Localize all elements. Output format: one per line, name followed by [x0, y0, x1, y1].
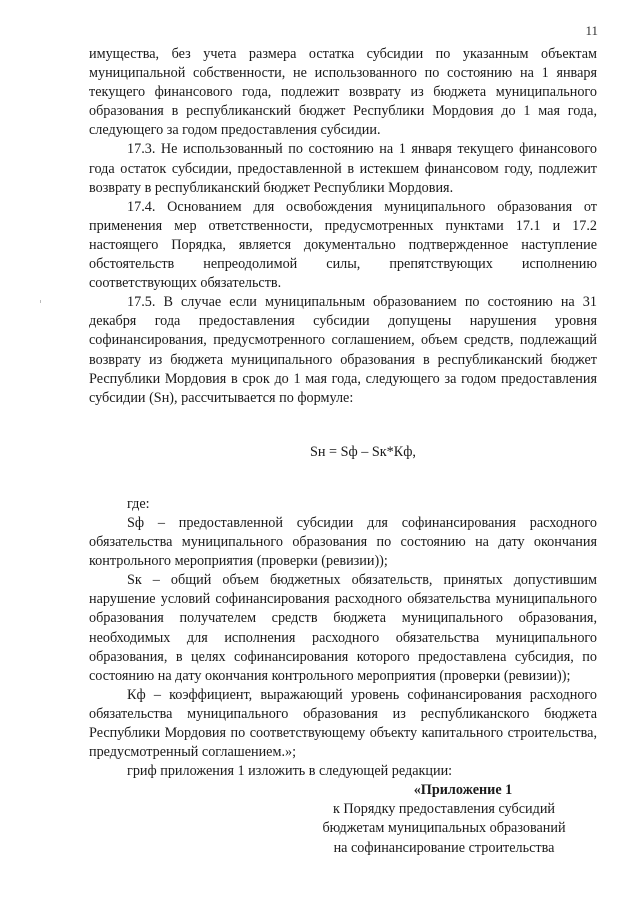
- appendix-line-3: на софинансирование строительства: [333, 839, 555, 856]
- paragraph-17-4: 17.4. Основанием для освобождения муниципального образования от применения мер ответственности, предусмотренных пунктами 17.1 и 17.2 настоящего Порядка, является документально подтвержденное наступление обстоятельств непреодолимой силы, препятствующих исполнению соответствующих обязательств.: [89, 198, 597, 292]
- definition-sk: Sк – общий объем бюджетных обязательств, принятых допустившим нарушение условий софинансирования расходного обязательства муниципального образования получателем средств бюджета муниципального образования, необходимых для исполнения расходного обязательства муниципального образования, в целях софинансирования которого предоставлена субсидия, по состоянию на дату окончания контрольного мероприятия (проверки (ревизии));: [89, 572, 597, 684]
- paragraph-17-5: 17.5. В случае если муниципальным образованием по состоянию на 31 декабря года предоставления субсидии допущены нарушения уровня софинансирования, предусмотренного соглашением, объем средств, подлежащий возврату из бюджета муниципального образования в республиканский бюджет Республики Мордовия в срок до 1 мая года, следующего за годом предоставления субсидии (Sн), рассчитывается по формуле:: [89, 294, 597, 406]
- paragraph-17-3: 17.3. Не использованный по состоянию на 1 января текущего финансового года остаток субсидии, предоставленной в истекшем финансовом году, подлежит возврату в республиканский бюджет Республики Мордовия.: [89, 141, 597, 196]
- paragraph-continuation: имущества, без учета размера остатка субсидии по указанным объектам муниципальной собственности, не использованного по состоянию на 1 января текущего финансового года, подлежит возврату из бюджета муниципального образования в республиканский бюджет Республики Мордовия до 1 мая года, следующего за годом предоставления субсидии.: [89, 46, 597, 139]
- closing-instruction: гриф приложения 1 изложить в следующей редакции:: [127, 763, 453, 780]
- appendix-line-1: к Порядку предоставления субсидий: [332, 801, 556, 818]
- appendix-heading: [332, 781, 594, 800]
- definition-kf: Кф – коэффициент, выражающий уровень софинансирования расходного обязательства муниципального образования из республиканского бюджета Республики Мордовия по соответствующему объекту капитального строительства, предусмотренный соглашением.»;: [89, 686, 597, 761]
- appendix-line-2: бюджетам муниципальных образований: [322, 820, 566, 837]
- appendix-header: [294, 781, 594, 857]
- where-label: где:: [127, 495, 150, 512]
- document-body: [89, 45, 597, 858]
- definition-sf: Sф – предоставленной субсидии для софинансирования расходного обязательства муниципального образования по состоянию на дату окончания контрольного мероприятия (проверки (ревизии));: [89, 514, 597, 570]
- margin-mark: [40, 300, 41, 303]
- formula: Sн = Sф – Sк*Кф,: [310, 443, 416, 460]
- page-number: 11: [585, 23, 598, 38]
- appendix-title: Приложение 1: [420, 782, 513, 799]
- appendix-open-quote: «: [413, 782, 421, 799]
